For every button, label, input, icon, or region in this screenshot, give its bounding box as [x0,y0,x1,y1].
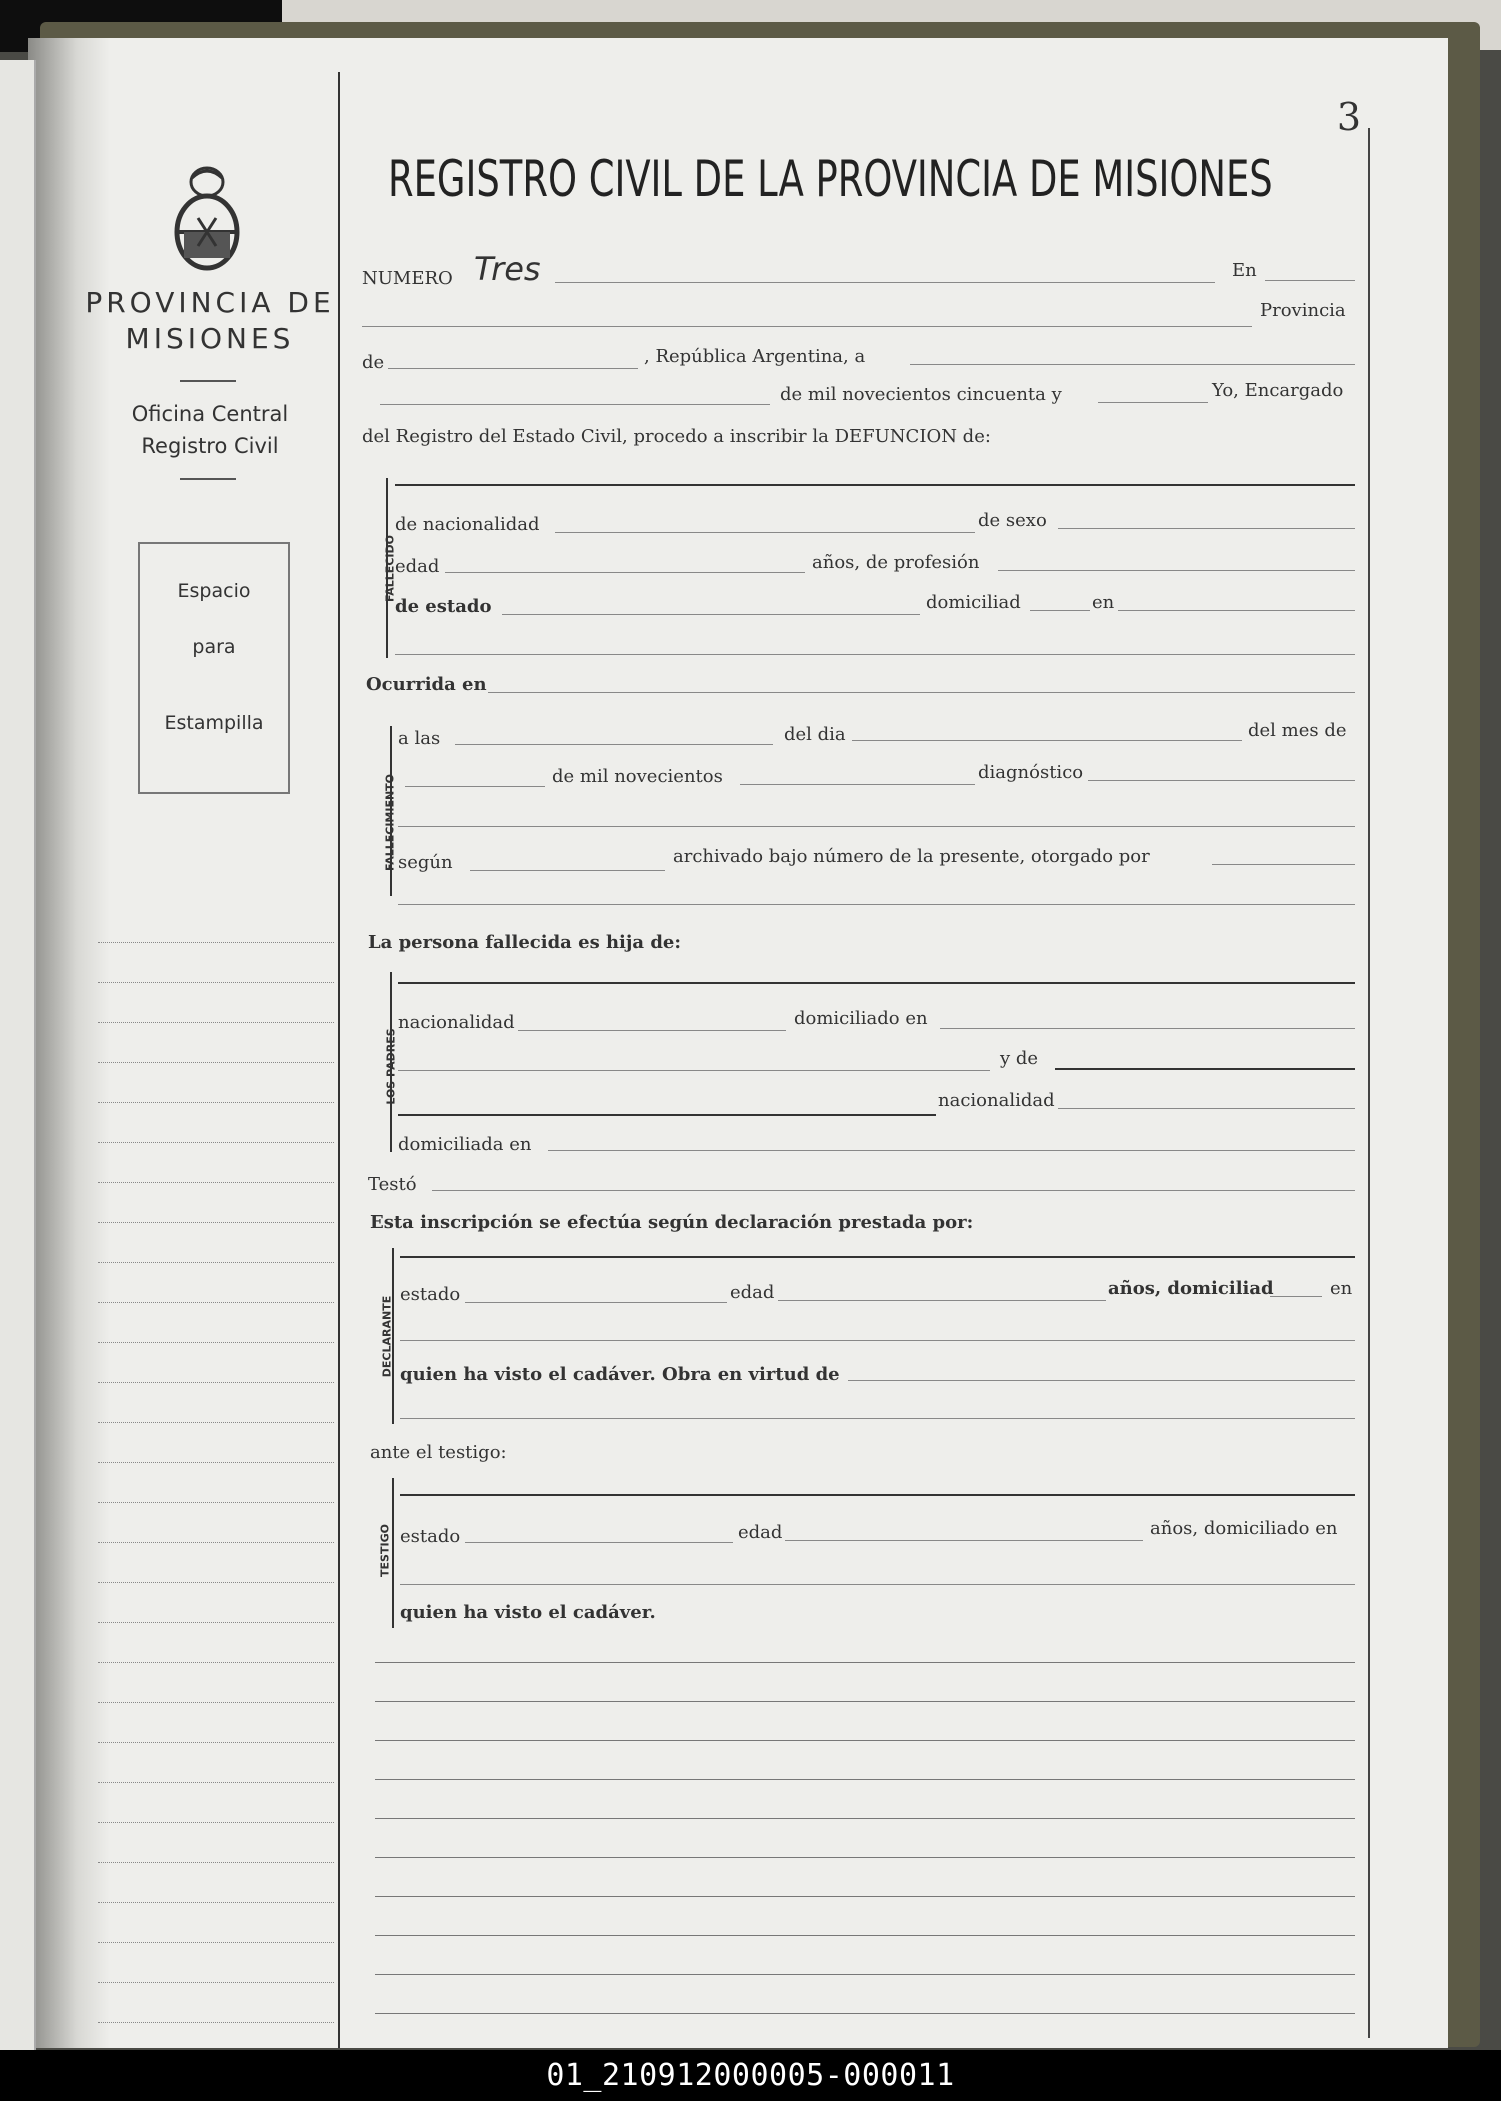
del-dia-label: del dia [784,724,846,745]
domicilio-extra-field[interactable] [395,654,1355,655]
declarante-edad-field[interactable] [778,1300,1106,1301]
divider [180,380,236,382]
office-line-1: Oficina Central [131,402,289,426]
domicilio-field[interactable] [1118,610,1355,611]
testigo-name-field[interactable] [400,1494,1355,1496]
padre-name-field[interactable] [398,982,1355,984]
testigo-edad-label: edad [738,1522,783,1543]
sidebar-line [98,982,334,983]
sidebar-line [98,1662,334,1663]
de-label: de [362,352,385,373]
padre-nacionalidad-label: nacionalidad [398,1012,515,1033]
madre-nacionalidad-label: nacionalidad [938,1090,1055,1111]
notes-line[interactable] [375,1857,1355,1858]
sidebar-line [98,1862,334,1863]
declarante-name-field[interactable] [400,1256,1355,1258]
stamp-space [138,542,290,794]
mes-field[interactable] [405,786,545,787]
a-las-label: a las [398,728,441,749]
place-field[interactable] [362,326,1252,327]
anio-field[interactable] [740,784,975,785]
date-field[interactable] [910,364,1355,365]
y-de-label: y de [1000,1048,1039,1069]
page-number: 3 [1336,95,1361,139]
fallecido-name-field[interactable] [395,484,1355,486]
stamp-line-1: Espacio [177,580,251,602]
notes-line[interactable] [375,1701,1355,1702]
fallecimiento-section-label: FALLECIMIENTO [383,773,397,872]
declarante-domiciliad-label: años, domiciliad [1108,1278,1274,1299]
mil-label: de mil novecientos [552,766,723,787]
sidebar-line [98,1462,334,1463]
numero-field[interactable] [555,282,1215,283]
padres-section-label: LOS PADRES [384,1028,398,1105]
mil-label: de mil novecientos cincuenta y [780,384,1062,405]
sidebar-line [98,1382,334,1383]
notes-line[interactable] [375,1974,1355,1975]
sidebar-line [98,1822,334,1823]
del-mes-label: del mes de [1248,720,1347,741]
sidebar-line [98,1902,334,1903]
encargado-label: Yo, Encargado [1212,380,1344,401]
year-field[interactable] [1098,402,1208,403]
padre-domiciliado-label: domiciliado en [794,1008,928,1029]
notes-line[interactable] [375,1818,1355,1819]
madre-name-extra-field[interactable] [398,1114,936,1116]
sexo-field[interactable] [1058,528,1355,529]
sexo-label: de sexo [978,510,1047,531]
declarante-virtud-field[interactable] [848,1380,1355,1381]
declarante-section-label: DECLARANTE [380,1295,394,1378]
notes-line[interactable] [375,1935,1355,1936]
notes-line[interactable] [375,1662,1355,1663]
divider [180,478,236,480]
sidebar-line [98,1262,334,1263]
sidebar-line [98,1542,334,1543]
madre-name-field[interactable] [1055,1068,1355,1070]
nacionalidad-field[interactable] [555,532,975,533]
declarante-estado-label: estado [400,1284,461,1305]
sidebar-line [98,1102,334,1103]
madre-domicilio-field[interactable] [548,1150,1355,1151]
page-title: REGISTRO CIVIL DE LA PROVINCIA DE MISIONES [388,150,1273,208]
edad-label: edad [395,556,440,577]
margin-rule [338,72,340,2048]
sidebar-line [98,1062,334,1063]
estado-field[interactable] [502,614,920,615]
sidebar-line [98,2022,334,2023]
ocurrida-field[interactable] [488,692,1355,693]
diagnostico-extra-field[interactable] [398,826,1355,827]
edad-field[interactable] [445,572,805,573]
nacionalidad-label: de nacionalidad [395,514,540,535]
notes-line[interactable] [375,1779,1355,1780]
testigo-edad-field[interactable] [785,1540,1143,1541]
sidebar-line [98,942,334,943]
segun-field[interactable] [470,870,665,871]
fallecido-section-label: FALLECIDO [383,535,397,602]
sidebar-line [98,1702,334,1703]
hora-field[interactable] [455,744,773,745]
inscripcion-label: Esta inscripción se efectúa según declaración prestada por: [370,1212,974,1233]
en-label: En [1232,260,1257,281]
otorgado-extra-field[interactable] [398,904,1355,905]
province-field[interactable] [388,368,638,369]
testo-label: Testó [368,1174,417,1195]
en-field[interactable] [1265,280,1355,281]
sidebar-line [98,1182,334,1183]
declarante-virtud-extra-field[interactable] [400,1418,1355,1419]
testo-field[interactable] [432,1190,1355,1191]
registro-label: del Registro del Estado Civil, procedo a inscribir la DEFUNCION de: [362,426,991,447]
hija-label: La persona fallecida es hija de: [368,932,682,953]
numero-label: NUMERO [362,268,453,289]
testigo-section-label: TESTIGO [378,1524,392,1577]
notes-line[interactable] [375,1740,1355,1741]
testigo-visto-label: quien ha visto el cadáver. [400,1602,656,1623]
footer-id: 01_210912000005-000011 [0,2050,1501,2101]
coat-of-arms-icon [162,160,252,280]
province-name: PROVINCIA DE MISIONES [85,286,335,355]
numero-value: Tres [474,250,541,288]
declarante-domicilio-field[interactable] [400,1340,1355,1341]
office-name [100,398,320,462]
en-label: en [1092,592,1115,613]
profesion-label: años, de profesión [812,552,980,573]
testigo-estado-field[interactable] [465,1542,733,1543]
sidebar-line [98,1582,334,1583]
profesion-field[interactable] [998,570,1355,571]
notes-line[interactable] [375,1896,1355,1897]
sidebar-line [98,1302,334,1303]
stamp-line-3: Estampilla [164,712,264,734]
sidebar-line [98,1422,334,1423]
office-line-2: Registro Civil [141,434,279,458]
sidebar-line [98,1022,334,1023]
sidebar-line [98,1942,334,1943]
sidebar-line [98,1982,334,1983]
stamp-line-2: para [192,636,236,658]
republica-label: , República Argentina, a [644,346,866,367]
sidebar-line [98,1742,334,1743]
provincia-label: Provincia [1260,300,1346,321]
testigo-estado-label: estado [400,1526,461,1547]
madre-domiciliada-label: domiciliada en [398,1134,532,1155]
madre-nacionalidad-field[interactable] [1058,1108,1355,1109]
declarante-edad-label: edad [730,1282,775,1303]
testigo-intro-label: ante el testigo: [370,1442,507,1463]
otorgado-field[interactable] [1212,864,1355,865]
dia-field[interactable] [852,740,1242,741]
testigo-bracket [392,1478,394,1628]
sidebar-line [98,1222,334,1223]
padre-nacionalidad-field[interactable] [518,1030,786,1031]
segun-label: según [398,852,453,873]
declarante-en-label: en [1330,1278,1353,1299]
domiciliad-suffix-field[interactable] [1030,610,1090,611]
previous-page-edge [0,60,36,2050]
declarante-visto-label: quien ha visto el cadáver. Obra en virtud de [400,1364,840,1385]
padre-domicilio-field[interactable] [940,1028,1355,1029]
diagnostico-field[interactable] [1088,780,1355,781]
day-month-field[interactable] [380,404,770,405]
sidebar-line [98,1342,334,1343]
archivado-label: archivado bajo número de la presente, otorgado por [673,846,1150,867]
declarante-estado-field[interactable] [465,1302,727,1303]
testigo-domiciliado-label: años, domiciliado en [1150,1518,1338,1539]
domiciliad-label: domiciliad [926,592,1021,613]
sidebar-line [98,1142,334,1143]
declarante-domiciliad-suffix-field[interactable] [1270,1296,1322,1297]
ocurrida-label: Ocurrida en [366,674,487,695]
estado-label: de estado [395,596,492,617]
testigo-domicilio-field[interactable] [400,1584,1355,1585]
right-margin-rule [1368,128,1370,2038]
sidebar-line [98,1502,334,1503]
notes-line[interactable] [375,2013,1355,2014]
padre-domicilio-extra-field[interactable] [398,1070,990,1071]
sidebar-line [98,1622,334,1623]
diagnostico-label: diagnóstico [978,762,1084,783]
sidebar-line [98,1782,334,1783]
